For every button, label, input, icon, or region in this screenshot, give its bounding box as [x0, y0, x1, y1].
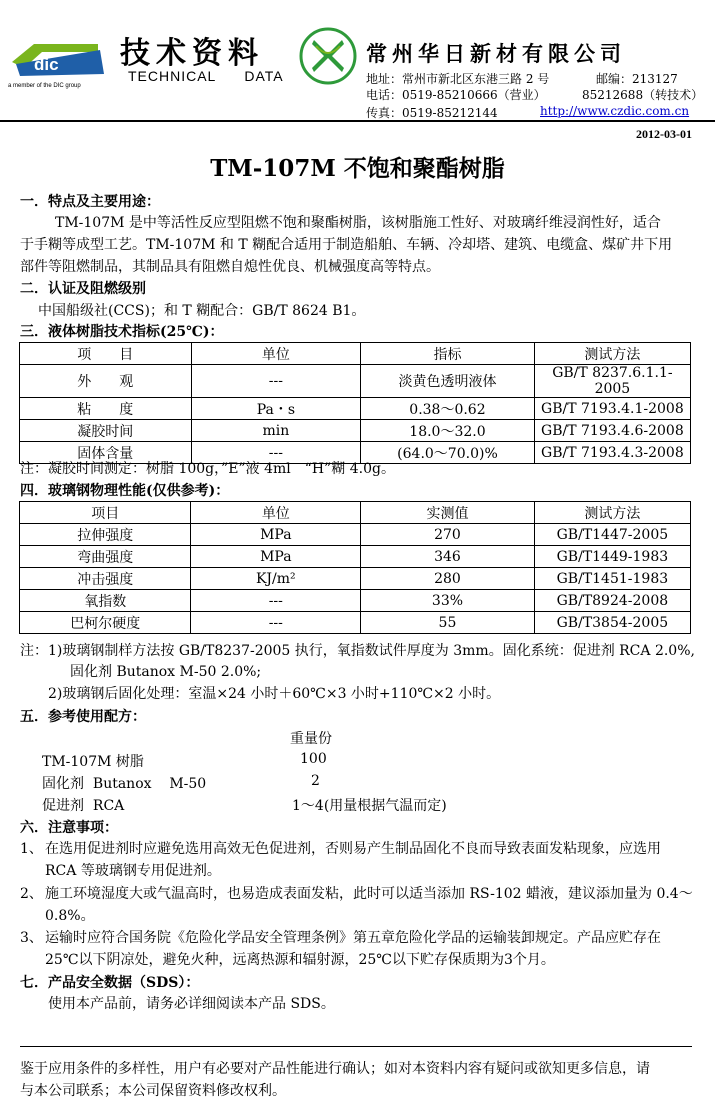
table-cell: GB/T 8237.6.1.1-2005	[534, 365, 690, 398]
section-7-heading: 七．产品安全数据（SDS）：	[20, 975, 200, 991]
table-cell: min	[191, 420, 361, 442]
column-header: 测试方法	[534, 502, 690, 524]
table-cell: 33%	[361, 590, 535, 612]
table-cell: (64.0～70.0)%	[361, 442, 535, 464]
table-cell: GB/T 7193.4.6-2008	[534, 420, 690, 442]
table-cell: 淡黄色透明液体	[361, 365, 535, 398]
formula-item-name: 促进剂 RCA	[42, 798, 125, 814]
table-header-row	[20, 502, 691, 524]
section-2-line: 中国船级社(CCS)；和 T 糊配合：GB/T 8624 B1。	[38, 303, 366, 319]
formula-item-amount: 2	[311, 773, 320, 789]
table-cell: 氧指数	[20, 590, 191, 612]
column-header: 测试方法	[534, 343, 690, 365]
table-cell: 固体含量	[20, 442, 192, 464]
table-cell: 巴柯尔硬度	[20, 612, 191, 634]
document-date: 2012-03-01	[636, 127, 692, 141]
footer-disclaimer-line-1: 鉴于应用条件的多样性，用户有必要对产品性能进行确认；如对本资料内容有疑问或欲知更多信息，请	[20, 1061, 650, 1077]
section-7-line: 使用本产品前，请务必详细阅读本产品 SDS。	[48, 996, 335, 1012]
column-header: 项 目	[20, 343, 192, 365]
dic-group-caption: a member of the DIC group	[8, 83, 81, 89]
table-cell: GB/T1451-1983	[534, 568, 690, 590]
document-title: TM-107M 不饱和聚酯树脂	[210, 155, 505, 182]
column-header: 实测值	[361, 502, 535, 524]
table-cell: 外 观	[20, 365, 192, 398]
formula-item-amount: 1～4(用量根据气温而定)	[292, 798, 447, 814]
company-phone: 电话：0519-85210666（营业）	[366, 88, 546, 102]
table-cell: 冲击强度	[20, 568, 191, 590]
note-number: 1、	[20, 841, 43, 857]
company-address: 地址：常州市新北区东港三路 2 号	[366, 72, 550, 86]
table-cell: KJ/m²	[191, 568, 361, 590]
table-row	[20, 568, 691, 590]
table-row	[20, 612, 691, 634]
column-header: 单位	[191, 502, 361, 524]
section-5-heading: 五．参考使用配方：	[20, 709, 146, 725]
frp-properties-table	[19, 501, 691, 634]
table-cell: GB/T 7193.4.1-2008	[534, 398, 690, 420]
column-header: 项目	[20, 502, 191, 524]
table-row	[20, 420, 691, 442]
company-postcode: 邮编：213127	[596, 72, 678, 86]
company-phone-tech: 85212688（转技术）	[582, 88, 704, 102]
footer-disclaimer-line-2: 与本公司联系；本公司保留资料修改权利。	[20, 1083, 286, 1099]
company-website-link[interactable]: http://www.czdic.com.cn	[540, 104, 690, 118]
table-row	[20, 398, 691, 420]
note-text: 在选用促进剂时应避免选用高效无色促进剂，否则易产生制品固化不良而导致表面发粘现象，应选用	[45, 841, 661, 857]
table-header-row	[20, 343, 691, 365]
note-text: RCA 等玻璃钢专用促进剂。	[45, 863, 221, 879]
dic-group-logo	[8, 40, 106, 80]
section-6-heading: 六．注意事项：	[20, 820, 118, 836]
table-cell: ---	[191, 365, 361, 398]
table-cell: 粘 度	[20, 398, 192, 420]
note-text: 0.8%。	[45, 908, 95, 924]
table-cell: 280	[361, 568, 535, 590]
section-2-heading: 二．认证及阻燃级别	[20, 281, 146, 297]
technical-data-subtitle: TECHNICAL DATA	[128, 68, 284, 84]
note-text: 25℃以下阴凉处，避免火种，远离热源和辐射源，25℃以下贮存保质期为3个月。	[45, 952, 555, 968]
section-4-note-1b: 固化剂 Butanox M-50 2.0%;	[70, 664, 262, 680]
table-cell: GB/T 7193.4.3-2008	[534, 442, 690, 464]
table-cell: 346	[361, 546, 535, 568]
resin-spec-table	[19, 342, 691, 464]
table-cell: 弯曲强度	[20, 546, 191, 568]
table-row	[20, 365, 691, 398]
technical-data-title: 技术资料	[120, 36, 264, 71]
section-1-line-1: TM-107M 是中等活性反应型阻燃不饱和聚酯树脂，该树脂施工性好、对玻璃纤维浸润性好，适合	[55, 215, 661, 231]
table-cell: ---	[191, 442, 361, 464]
table-cell: 55	[361, 612, 535, 634]
note-text: 施工环境湿度大或气温高时，也易造成表面发粘，此时可以适当添加 RS-102 蜡液，建议添加量为 0.4～	[45, 886, 693, 902]
note-number: 2、	[20, 886, 43, 902]
company-name: 常州华日新材有限公司	[366, 42, 626, 66]
table-cell: GB/T1449-1983	[534, 546, 690, 568]
table-cell: MPa	[191, 546, 361, 568]
header-divider	[0, 120, 715, 122]
table-row	[20, 524, 691, 546]
table-cell: ---	[191, 612, 361, 634]
section-1-heading: 一．特点及主要用途：	[20, 194, 160, 210]
table-cell: 270	[361, 524, 535, 546]
table-cell: ---	[191, 590, 361, 612]
section-4-heading: 四．玻璃钢物理性能(仅供参考)：	[20, 483, 230, 499]
column-header: 指标	[361, 343, 535, 365]
company-emblem-icon	[298, 26, 358, 86]
note-text: 运输时应符合国务院《危险化学品安全管理条例》第五章危险化学品的运输装卸规定。产品应贮存在	[45, 930, 661, 946]
table-cell: GB/T1447-2005	[534, 524, 690, 546]
table-cell: 0.38～0.62	[361, 398, 535, 420]
table-cell: Pa・s	[191, 398, 361, 420]
column-header: 单位	[191, 343, 361, 365]
table-row	[20, 590, 691, 612]
formula-item-amount: 100	[300, 751, 327, 767]
section-1-line-3: 部件等阻燃制品，其制品具有阻燃自熄性优良、机械强度高等特点。	[20, 259, 440, 275]
note-number: 3、	[20, 930, 43, 946]
section-1-line-2: 于手糊等成型工艺。TM-107M 和 T 糊配合适用于制造船舶、车辆、冷却塔、建筑、电缆盒、煤矿井下用	[20, 237, 673, 253]
formula-item-name: TM-107M 树脂	[42, 754, 144, 770]
section-4-note-2: 2)玻璃钢后固化处理：室温×24 小时＋60℃×3 小时+110℃×2 小时。	[48, 686, 501, 702]
formula-item-name: 固化剂 Butanox M-50	[42, 776, 207, 792]
table-cell: GB/T8924-2008	[534, 590, 690, 612]
table-cell: MPa	[191, 524, 361, 546]
footer-divider	[20, 1046, 692, 1047]
table-cell: 18.0～32.0	[361, 420, 535, 442]
table-cell: 凝胶时间	[20, 420, 192, 442]
table-cell: GB/T3854-2005	[534, 612, 690, 634]
table-cell: 拉伸强度	[20, 524, 191, 546]
table-row	[20, 546, 691, 568]
svg-text:dic: dic	[34, 55, 59, 74]
section-3-note: 注：凝胶时间测定：树脂 100g，”E”液 4ml “H”糊 4.0g。	[20, 461, 395, 477]
company-fax: 传真：0519-85212144	[366, 106, 498, 120]
section-3-heading: 三．液体树脂技术指标(25℃)：	[20, 324, 224, 340]
section-4-note-1a: 注：1)玻璃钢制样方法按 GB/T8237-2005 执行，氧指数试件厚度为 3mm。固化系统：促进剂 RCA 2.0%,	[20, 643, 695, 659]
formula-weight-header: 重量份	[290, 731, 332, 747]
